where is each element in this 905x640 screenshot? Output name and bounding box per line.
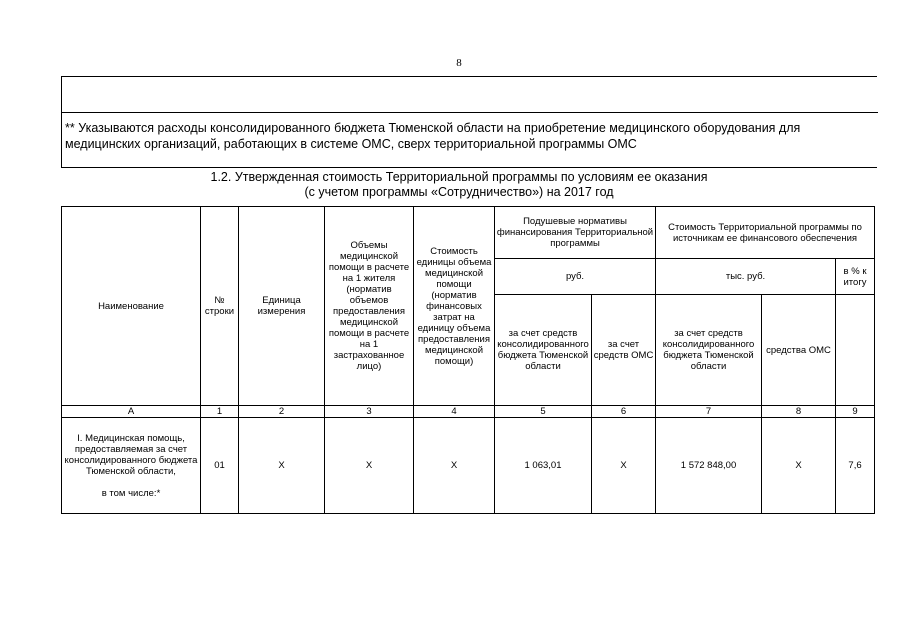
footnote-text: ** Указываются расходы консолидированного бюджета Тюменской области на приобретение медицинского оборудования для медицинских организаций, работающих в системе ОМС, сверх территориальной программы ОМС: [65, 121, 801, 151]
header-thousand-rub: тыс. руб.: [656, 259, 836, 295]
row-name: I. Медицинская помощь, предоставляемая за счет консолидированного бюджета Тюменской области,: [64, 432, 198, 477]
header-oms-funds-2: средства ОМС: [762, 295, 836, 406]
row-cost-budget: 1 572 848,00: [656, 418, 762, 514]
row-cost: Х: [414, 418, 495, 514]
header-unit: Единица измерения: [239, 207, 325, 406]
row-unit: Х: [239, 418, 325, 514]
column-number: 8: [762, 406, 836, 418]
column-number: 2: [239, 406, 325, 418]
header-oms-funds: за счет средств ОМС: [592, 295, 656, 406]
row-percent: 7,6: [836, 418, 875, 514]
column-number: 9: [836, 406, 875, 418]
row-cost-oms: Х: [762, 418, 836, 514]
header-percent-total: в % к итогу: [836, 259, 875, 295]
column-number: 7: [656, 406, 762, 418]
header-budget-funds-2: за счет средств консолидированного бюджета Тюменской области: [656, 295, 762, 406]
header-rub: руб.: [495, 259, 656, 295]
section-title-line2: (с учетом программы «Сотрудничество») на 2017 год: [304, 185, 614, 199]
header-cost: Стоимость единицы объема медицинской помощи (норматив финансовых затрат на единицу объема предоставления медицинской помощи): [414, 207, 495, 406]
footnote-divider: [62, 112, 878, 113]
column-number: 3: [325, 406, 414, 418]
cost-table: [61, 206, 875, 514]
section-title: [150, 170, 768, 200]
header-budget-funds: за счет средств консолидированного бюджета Тюменской области: [495, 295, 592, 406]
column-number: 5: [495, 406, 592, 418]
header-name: Наименование: [62, 207, 201, 406]
row-number: 01: [201, 418, 239, 514]
column-number: 6: [592, 406, 656, 418]
header-volume: Объемы медицинской помощи в расчете на 1 жителя (норматив объемов предоставления медицинской помощи в расчете на 1 застрахованное лицо): [325, 207, 414, 406]
header-cost-by-source: Стоимость Территориальной программы по источникам ее финансового обеспечения: [656, 207, 875, 259]
row-name-cell: [62, 418, 201, 514]
header-empty: [836, 295, 875, 406]
column-number: А: [62, 406, 201, 418]
header-per-capita: Подушевые нормативы финансирования Территориальной программы: [495, 207, 656, 259]
footnote-box: [61, 76, 877, 168]
section-title-line1: 1.2. Утвержденная стоимость Территориальной программы по условиям ее оказания: [210, 170, 708, 184]
row-per-capita-oms: Х: [592, 418, 656, 514]
page-number: 8: [456, 57, 462, 69]
header-row-no: № строки: [201, 207, 239, 406]
table-row: [62, 418, 875, 514]
row-volume: Х: [325, 418, 414, 514]
row-per-capita-budget: 1 063,01: [495, 418, 592, 514]
column-number: 4: [414, 406, 495, 418]
row-name-suffix: в том числе:*: [101, 487, 161, 499]
column-number-row: [62, 406, 875, 418]
column-number: 1: [201, 406, 239, 418]
